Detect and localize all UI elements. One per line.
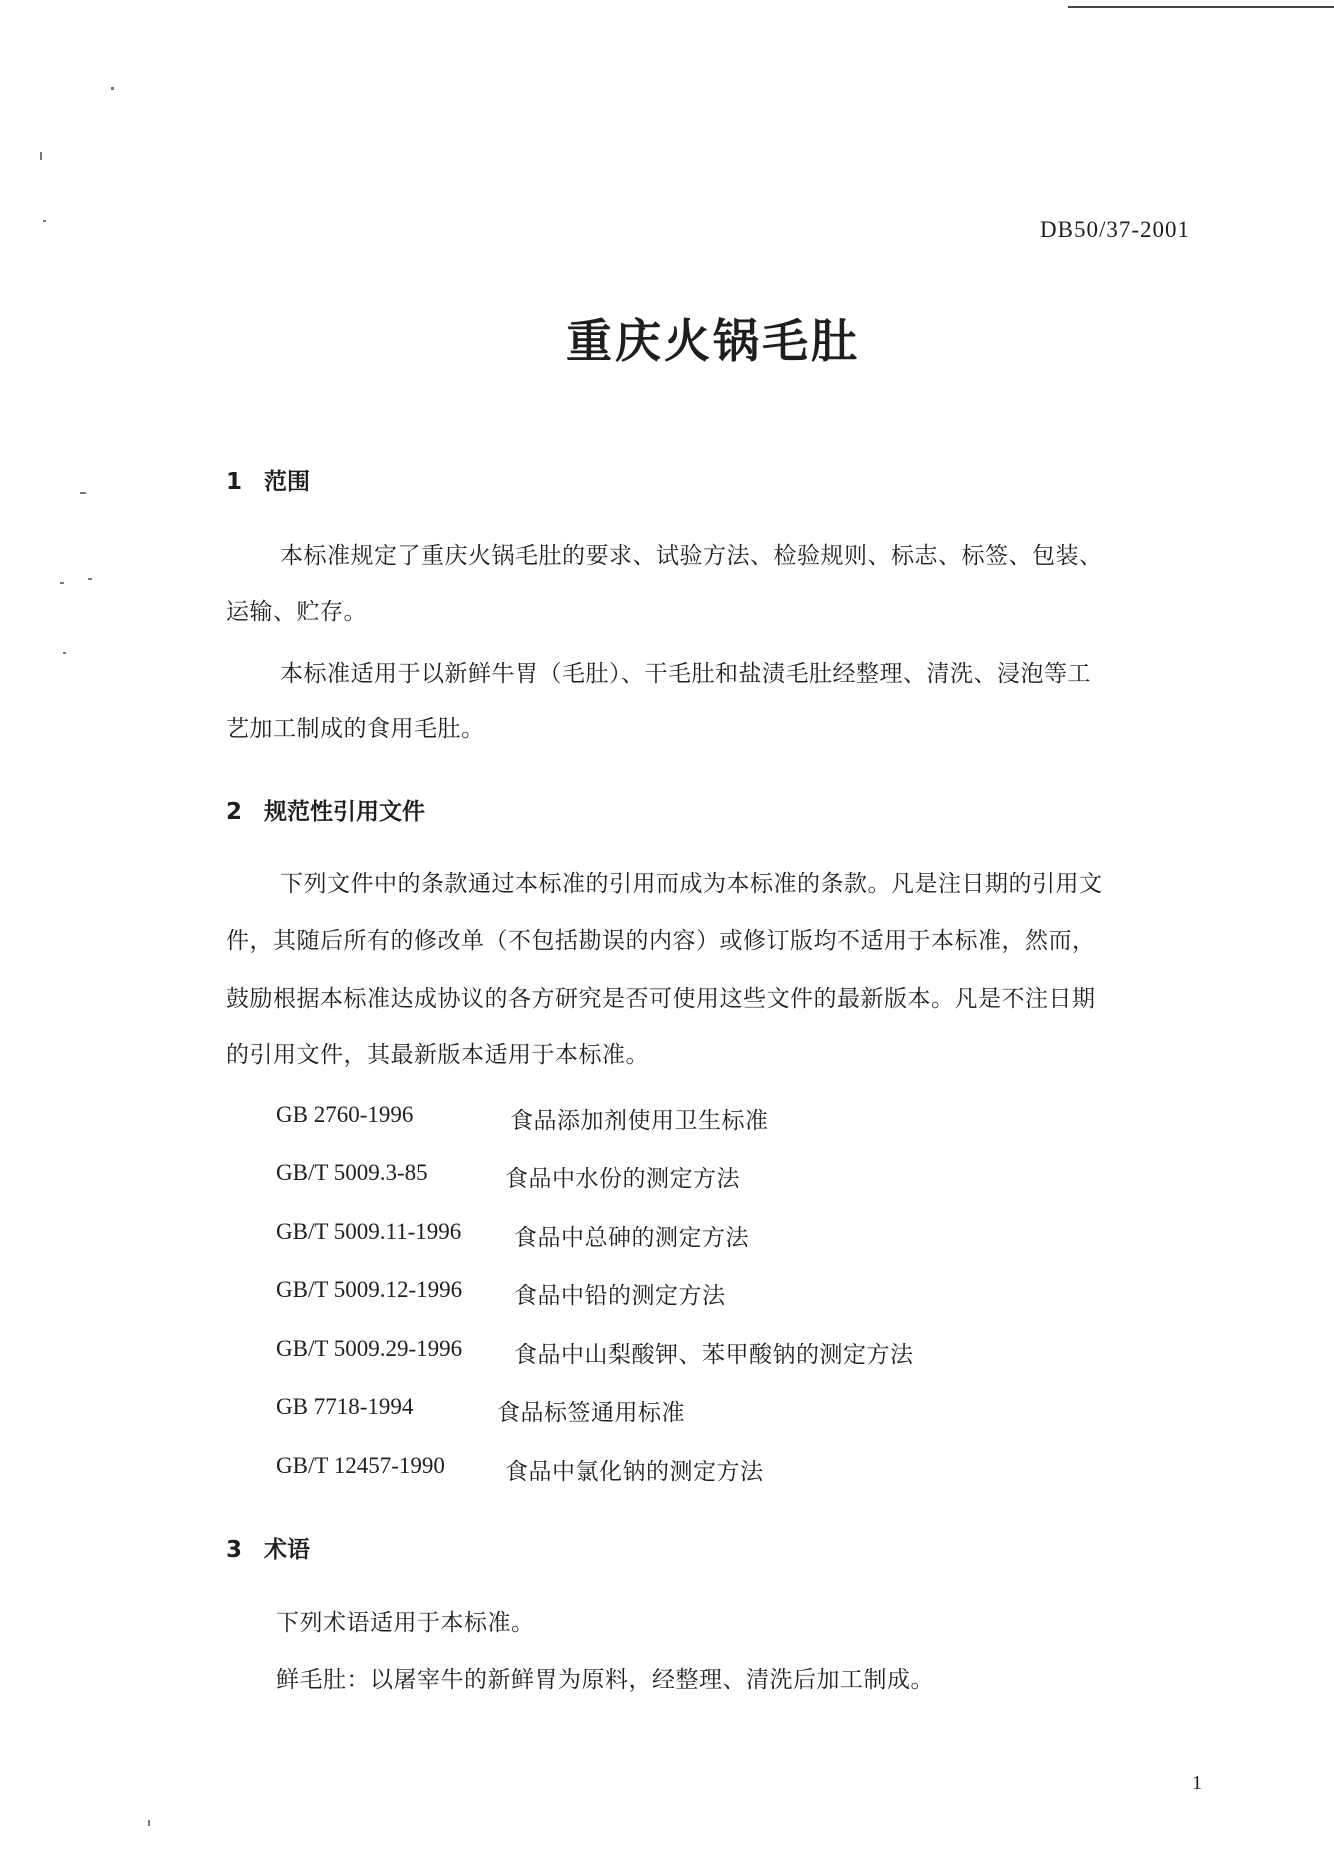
paragraph-line: 本标准规定了重庆火锅毛肚的要求、试验方法、检验规则、标志、标签、包装、 [280,543,1103,569]
reference-code: GB/T 5009.11-1996 [276,1219,462,1244]
scan-speck [43,220,46,222]
reference-name: 食品中山梨酸钾、苯甲酸钠的测定方法 [514,1342,914,1368]
reference-name: 食品中水份的测定方法 [505,1166,740,1192]
paragraph-line: 下列术语适用于本标准。 [276,1610,535,1636]
paragraph-line: 运输、贮存。 [226,599,367,625]
scan-speck [148,1820,150,1826]
document-title: 重庆火锅毛肚 [566,314,860,368]
reference-name: 食品中铅的测定方法 [514,1283,726,1309]
scan-speck [88,578,92,580]
scan-speck [63,652,66,654]
paragraph-line: 本标准适用于以新鲜牛胃（毛肚）、干毛肚和盐渍毛肚经整理、清洗、浸泡等工 [280,661,1091,687]
reference-code: GB/T 12457-1990 [276,1453,445,1478]
reference-code: GB/T 5009.3-85 [276,1160,428,1185]
top-border-line [1068,6,1334,8]
paragraph-line: 的引用文件，其最新版本适用于本标准。 [226,1042,649,1068]
section-heading-normative-references [226,793,425,826]
scan-speck [40,152,42,160]
paragraph-line: 下列文件中的条款通过本标准的引用而成为本标准的条款。凡是注日期的引用文 [280,871,1103,897]
section-number: 3 [226,1537,243,1563]
paragraph-line: 件，其随后所有的修改单（不包括勘误的内容）或修订版均不适用于本标准，然而， [226,928,1096,954]
section-title: 术语 [264,1537,310,1563]
section-number: 2 [226,799,243,825]
scan-speck [60,582,64,584]
page-number: 1 [1192,1772,1202,1794]
reference-name: 食品中总砷的测定方法 [514,1225,749,1251]
paragraph-line: 鲜毛肚：以屠宰牛的新鲜胃为原料，经整理、清洗后加工制成。 [276,1667,934,1693]
scan-speck [80,492,86,494]
reference-name: 食品中氯化钠的测定方法 [505,1459,764,1485]
reference-code: GB/T 5009.12-1996 [276,1277,463,1302]
reference-code: GB 7718-1994 [276,1394,414,1419]
section-title: 范围 [264,469,310,495]
reference-code: GB/T 5009.29-1996 [276,1336,463,1361]
section-heading-scope [226,463,310,496]
paragraph-line: 艺加工制成的食用毛肚。 [226,716,485,742]
reference-code: GB 2760-1996 [276,1102,414,1127]
paragraph-line: 鼓励根据本标准达成协议的各方研究是否可使用这些文件的最新版本。凡是不注日期 [226,986,1096,1012]
section-heading-terms [226,1531,310,1564]
section-number: 1 [226,469,243,495]
scan-speck [111,87,114,90]
document-code: DB50/37-2001 [1040,217,1190,242]
section-title: 规范性引用文件 [264,799,425,825]
reference-name: 食品添加剂使用卫生标准 [510,1108,769,1134]
reference-name: 食品标签通用标准 [497,1400,685,1426]
